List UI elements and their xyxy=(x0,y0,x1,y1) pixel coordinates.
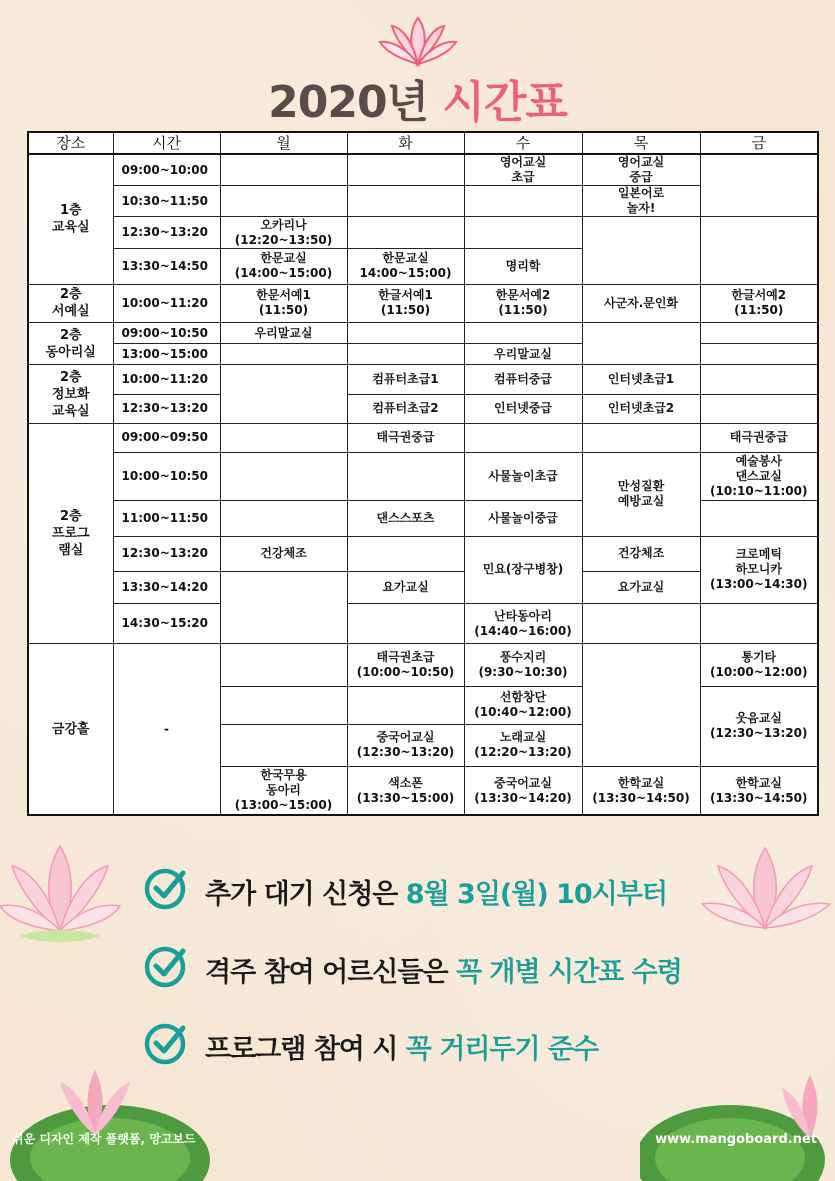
room-name: 2층 프로그 램실 xyxy=(28,423,113,643)
cell-tue: 한문교실 14:00~15:00) xyxy=(347,248,464,284)
check-circle-icon xyxy=(143,865,189,911)
cell-wed: 난타동아리 (14:40~16:00) xyxy=(464,603,582,643)
time-slot: - xyxy=(113,644,220,815)
cell-wed: 컴퓨터중급 xyxy=(464,365,582,394)
cell-fri xyxy=(700,217,818,284)
cell-mon xyxy=(220,686,347,724)
cell-wed: 영어교실 초급 xyxy=(464,154,582,186)
cell-mon: 건강체조 xyxy=(220,536,347,571)
cell-thu: 한학교실 (13:30~14:50) xyxy=(582,767,700,815)
cell-tue: 색소폰 (13:30~15:00) xyxy=(347,767,464,815)
room-name: 2층 동아리실 xyxy=(28,323,113,365)
cell-tue: 한글서예1 (11:50) xyxy=(347,284,464,322)
time-slot: 12:30~13:20 xyxy=(113,536,220,571)
cell-wed xyxy=(464,217,582,248)
cell-mon: 한문서예1 (11:50) xyxy=(220,284,347,322)
notice-dark-text: 프로그램 참여 시 xyxy=(205,1034,406,1065)
cell-thu xyxy=(582,217,700,284)
cell-thu: 만성질환 예방교실 xyxy=(582,452,700,536)
time-slot: 10:30~11:50 xyxy=(113,186,220,217)
cell-fri xyxy=(700,323,818,344)
table-row xyxy=(28,323,818,344)
notice-dark-text: 격주 참여 어르신들은 xyxy=(205,957,456,988)
table-row xyxy=(28,344,818,365)
time-slot: 11:00~11:50 xyxy=(113,501,220,536)
table-row xyxy=(28,365,818,394)
cell-tue: 댄스스포츠 xyxy=(347,501,464,536)
page-title xyxy=(0,66,835,130)
cell-thu: 건강체조 xyxy=(582,536,700,571)
cell-tue: 태극권중급 xyxy=(347,423,464,452)
cell-wed xyxy=(464,186,582,217)
cell-wed: 민요(장구병창) xyxy=(464,536,582,603)
cell-fri: 통기타 (10:00~12:00) xyxy=(700,644,818,686)
cell-tue: 태극권초급 (10:00~10:50) xyxy=(347,644,464,686)
cell-mon xyxy=(220,644,347,686)
time-slot: 10:00~11:20 xyxy=(113,284,220,322)
time-slot: 09:00~10:00 xyxy=(113,154,220,186)
lotus-leaf-right-icon xyxy=(640,1060,835,1181)
cell-fri: 한글서예2 (11:50) xyxy=(700,284,818,322)
header-fri: 금 xyxy=(700,132,818,154)
title-year: 2020년 xyxy=(268,77,429,128)
notice-highlight-text: 8월 3일(월) 10시부터 xyxy=(405,879,667,910)
time-slot: 10:00~10:50 xyxy=(113,452,220,500)
table-row xyxy=(28,394,818,423)
cell-mon xyxy=(220,365,347,423)
cell-thu xyxy=(582,323,700,365)
cell-wed xyxy=(464,423,582,452)
time-slot: 13:00~15:00 xyxy=(113,344,220,365)
cell-tue xyxy=(347,603,464,643)
table-row xyxy=(28,423,818,452)
table-row xyxy=(28,571,818,603)
table-row xyxy=(28,603,818,643)
header-time: 시간 xyxy=(113,132,220,154)
cell-fri: 한학교실 (13:30~14:50) xyxy=(700,767,818,815)
cell-tue xyxy=(347,686,464,724)
cell-thu xyxy=(582,603,700,643)
cell-tue xyxy=(347,344,464,365)
cell-wed: 우리말교실 xyxy=(464,344,582,365)
cell-wed: 풍수지리 (9:30~10:30) xyxy=(464,644,582,686)
cell-mon xyxy=(220,452,347,500)
check-circle-icon xyxy=(143,943,189,989)
table-row xyxy=(28,452,818,500)
cell-tue: 요가교실 xyxy=(347,571,464,603)
notice-text xyxy=(205,1027,598,1066)
title-main: 시간표 xyxy=(442,77,567,128)
cell-mon xyxy=(220,154,347,186)
time-slot: 09:00~10:50 xyxy=(113,323,220,344)
cell-thu: 인터넷초급1 xyxy=(582,365,700,394)
cell-thu xyxy=(582,423,700,452)
header-tue: 화 xyxy=(347,132,464,154)
room-name: 2층 서예실 xyxy=(28,284,113,322)
cell-mon: 한문교실 (14:00~15:00) xyxy=(220,248,347,284)
cell-wed: 선함창단 (10:40~12:00) xyxy=(464,686,582,724)
cell-tue xyxy=(347,186,464,217)
time-slot: 12:30~13:20 xyxy=(113,394,220,423)
header-row xyxy=(28,132,818,154)
lotus-leaf-left-icon xyxy=(0,1060,220,1181)
notice-text xyxy=(205,950,682,989)
cell-tue: 중국어교실 (12:30~13:20) xyxy=(347,724,464,766)
cell-wed: 인터넷중급 xyxy=(464,394,582,423)
lotus-icon xyxy=(378,14,458,70)
cell-thu: 사군자.문인화 xyxy=(582,284,700,322)
header-place: 장소 xyxy=(28,132,113,154)
header-wed: 수 xyxy=(464,132,582,154)
lotus-flower-left-icon xyxy=(0,836,140,956)
cell-wed: 노래교실 (12:20~13:20) xyxy=(464,724,582,766)
footer-credit: 쉬운 디자인 제작 플랫폼, 망고보드 xyxy=(12,1132,196,1146)
cell-mon xyxy=(220,186,347,217)
cell-thu xyxy=(582,644,700,767)
check-circle-icon xyxy=(143,1020,189,1066)
cell-fri xyxy=(700,394,818,423)
table-row xyxy=(28,217,818,248)
cell-fri: 예술봉사 댄스교실 (10:10~11:00) xyxy=(700,452,818,500)
cell-tue xyxy=(347,536,464,571)
header xyxy=(0,0,835,128)
timetable xyxy=(27,131,819,816)
table-row xyxy=(28,501,818,536)
cell-thu: 인터넷초급2 xyxy=(582,394,700,423)
cell-mon: 오카리나 (12:20~13:50) xyxy=(220,217,347,248)
header-thu: 목 xyxy=(582,132,700,154)
room-name: 2층 정보화 교육실 xyxy=(28,365,113,423)
notice-dark-text: 추가 대기 신청은 xyxy=(205,879,406,910)
cell-tue xyxy=(347,154,464,186)
cell-wed: 사물놀이초급 xyxy=(464,452,582,500)
table-row xyxy=(28,186,818,217)
cell-fri xyxy=(700,365,818,394)
cell-fri xyxy=(700,603,818,643)
cell-mon: 한국무용 동아리 (13:00~15:00) xyxy=(220,767,347,815)
header-mon: 월 xyxy=(220,132,347,154)
cell-wed: 한문서예2 (11:50) xyxy=(464,284,582,322)
room-name: 금강홀 xyxy=(28,644,113,815)
cell-thu: 영어교실 중급 xyxy=(582,154,700,186)
time-slot: 14:30~15:20 xyxy=(113,603,220,643)
cell-fri xyxy=(700,154,818,217)
table-row xyxy=(28,536,818,571)
notice-highlight-text: 꼭 개별 시간표 수령 xyxy=(455,957,682,988)
time-slot: 13:30~14:20 xyxy=(113,571,220,603)
cell-thu: 일본어로 놀자! xyxy=(582,186,700,217)
cell-fri xyxy=(700,344,818,365)
notice-text xyxy=(205,872,667,911)
cell-wed: 명리학 xyxy=(464,248,582,284)
cell-mon xyxy=(220,344,347,365)
room-name: 1층 교육실 xyxy=(28,154,113,284)
cell-thu: 요가교실 xyxy=(582,571,700,603)
table-row xyxy=(28,644,818,686)
cell-wed: 중국어교실 (13:30~14:20) xyxy=(464,767,582,815)
cell-mon xyxy=(220,501,347,536)
lotus-flower-right-icon xyxy=(690,842,835,952)
time-slot: 13:30~14:50 xyxy=(113,248,220,284)
cell-tue xyxy=(347,323,464,344)
cell-mon xyxy=(220,423,347,452)
table-row xyxy=(28,284,818,322)
time-slot: 09:00~09:50 xyxy=(113,423,220,452)
cell-mon xyxy=(220,724,347,766)
cell-mon xyxy=(220,571,347,643)
cell-fri: 태극권중급 xyxy=(700,423,818,452)
cell-tue xyxy=(347,217,464,248)
footer-url[interactable]: www.mangoboard.net xyxy=(655,1132,817,1147)
cell-mon: 우리말교실 xyxy=(220,323,347,344)
table-row xyxy=(28,154,818,186)
time-slot: 12:30~13:20 xyxy=(113,217,220,248)
cell-wed xyxy=(464,323,582,344)
cell-fri: 웃음교실 (12:30~13:20) xyxy=(700,686,818,767)
cell-wed: 사물놀이중급 xyxy=(464,501,582,536)
cell-tue: 컴퓨터초급2 xyxy=(347,394,464,423)
cell-fri: 크로메틱 하모니카 (13:00~14:30) xyxy=(700,536,818,603)
cell-tue xyxy=(347,452,464,500)
notice-highlight-text: 꼭 거리두기 준수 xyxy=(405,1034,599,1065)
cell-tue: 컴퓨터초급1 xyxy=(347,365,464,394)
time-slot: 10:00~11:20 xyxy=(113,365,220,394)
cell-fri xyxy=(700,501,818,536)
